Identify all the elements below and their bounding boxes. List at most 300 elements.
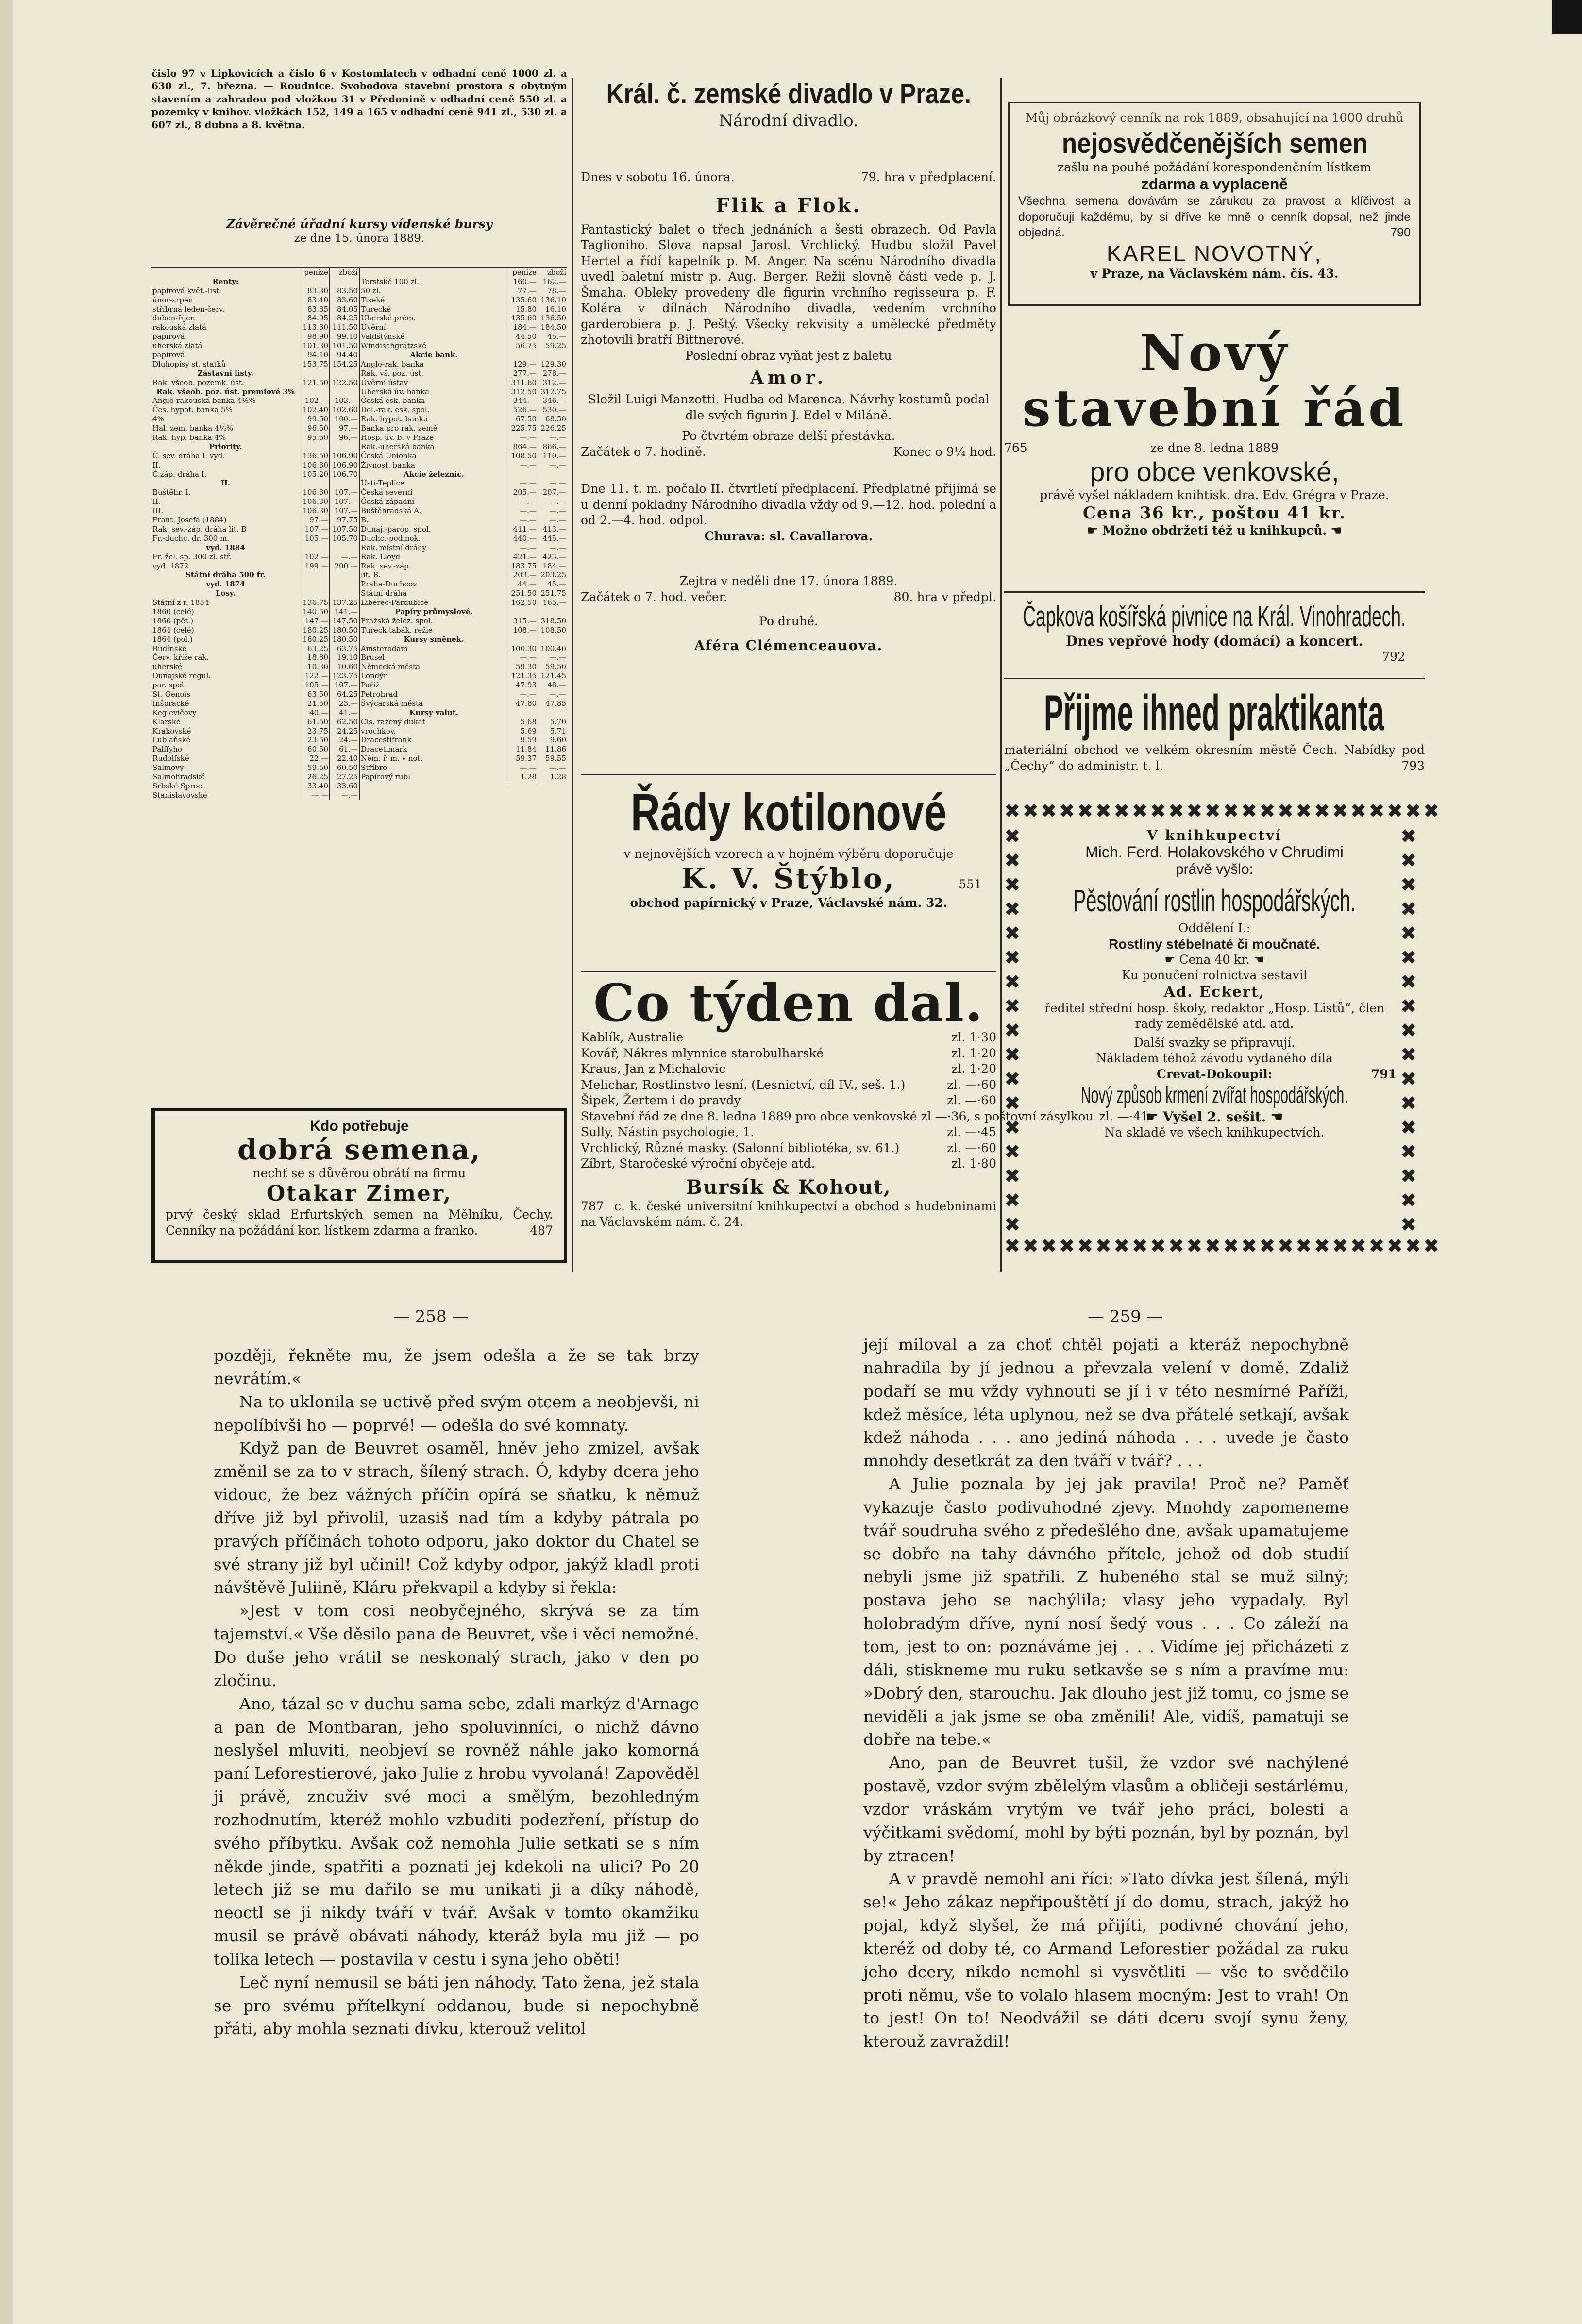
auction-notice bbox=[151, 67, 567, 131]
bourse-goods: 94.40 bbox=[330, 351, 359, 360]
bourse-row bbox=[151, 745, 359, 754]
bourse-goods: —.— bbox=[538, 690, 568, 699]
bourse-row bbox=[151, 424, 359, 433]
bourse-money: 121.35 bbox=[508, 671, 538, 681]
bourse-goods: —.— bbox=[330, 552, 359, 562]
ad-seeds-line2: dobrá semena, bbox=[237, 1133, 481, 1166]
bourse-label: 1864 (celé) bbox=[152, 625, 194, 635]
bourse-goods: 24.25 bbox=[330, 727, 359, 736]
bourse-money: 59.37 bbox=[508, 754, 538, 763]
bourse-label: Rak. hyp. banka 4% bbox=[152, 433, 226, 442]
bourse-money: 9.59 bbox=[508, 736, 538, 745]
hand-left-icon-2: ☛ bbox=[1164, 952, 1176, 967]
bourse-goods: 184.50 bbox=[538, 323, 568, 332]
theatre-amor-desc: Složil Luigi Manzotti. Hudba od Marenca. Návrhy kostumů podal dle svých figurin J. Edel v Miláně. bbox=[588, 392, 990, 422]
bourse-goods: 103.— bbox=[330, 396, 359, 405]
auction-text: čislo 97 v Lipkovicích a čislo 6 v Kostomlatech v odhadní ceně 1000 zl. a 630 zl., 7. března. — Roudnice. Svobodova stavební prostora s obytným stavením a zahradou pod vložkou 31 v Předonině v odhadní ceně 550 zl. a pozemky v knihov. vložkách 152, 149 a 165 v odhadní ceně 941 zl., 530 zl. a 607 zl., 8 dubna a 8. května. bbox=[151, 67, 567, 131]
theatre-sub: Národní divadlo. bbox=[719, 111, 858, 131]
bourse-label: stříbrná leden-červ. bbox=[152, 304, 225, 314]
bourse-money: —.— bbox=[508, 461, 538, 470]
bourse-goods: 200.— bbox=[330, 562, 359, 571]
book-title: Kraus, Jan z Michalovic bbox=[581, 1062, 726, 1076]
bourse-goods: 107.— bbox=[330, 497, 359, 506]
bourse-row bbox=[151, 396, 359, 405]
bourse-left-table bbox=[151, 268, 359, 800]
ad-stavebni-rad bbox=[1004, 325, 1425, 587]
theatre-tomorrow: Zejtra v neděli dne 17. února 1889. bbox=[679, 574, 898, 588]
ad-novotny-title: nejosvědčenějších semen bbox=[1061, 127, 1368, 159]
bourse-label: vyd. 1872 bbox=[152, 561, 189, 570]
bourse-row bbox=[151, 763, 359, 772]
bourse-row bbox=[151, 525, 359, 534]
bourse-row bbox=[360, 424, 567, 433]
bourse-goods: 154.25 bbox=[330, 360, 359, 369]
book-price: zl. —·45 bbox=[947, 1125, 996, 1139]
theatre-notice: Dne 11. t. m. počalo II. čtvrtletí předplacení. Předplatné přijímá se u denní pokladny Národního divadla vždy od 9.—12. hod. polední a od 2.—4. hod. odpol. bbox=[581, 482, 996, 527]
bourse-right-col bbox=[359, 268, 567, 800]
bourse-label: Rak.-uherská banka bbox=[361, 442, 435, 451]
ad-seeds-firm: Otakar Zimer, bbox=[266, 1181, 453, 1206]
bourse-row bbox=[360, 323, 567, 332]
story-paragraph: Leč nyní nemusil se báti jen náhody. Tato žena, jež stala se pro svému přítelkyní oddanou, bude si nepochybně přáti, aby mohla seznati dívku, kterouž velitol bbox=[214, 1973, 699, 2039]
ad-kotilon-code: 551 bbox=[959, 877, 982, 891]
bourse-label: Dluhopisy st. statků bbox=[152, 359, 226, 368]
bourse-label: 4% bbox=[152, 415, 164, 424]
bourse-money: 121.50 bbox=[300, 378, 330, 387]
theatre-cast: Churava: sl. Cavallarova. bbox=[704, 529, 873, 543]
ad-rad-code: 765 bbox=[1004, 440, 1027, 455]
bourse-money bbox=[508, 351, 538, 360]
bourse-label: Dracetimark bbox=[361, 745, 407, 754]
bourse-row bbox=[151, 516, 359, 525]
bourse-table bbox=[151, 267, 567, 1084]
bourse-label: Rak. sev.-záp. dráha lit. B bbox=[152, 524, 247, 534]
bourse-goods bbox=[538, 470, 568, 479]
bourse-label: Úvěrní bbox=[361, 323, 386, 332]
bourse-row bbox=[360, 332, 567, 341]
bourse-money: 106.30 bbox=[300, 488, 330, 497]
bourse-money: 225.75 bbox=[508, 424, 538, 433]
bourse-row bbox=[151, 791, 359, 800]
bourse-goods bbox=[330, 387, 359, 397]
bourse-money: 47.80 bbox=[508, 699, 538, 708]
bourse-row bbox=[360, 415, 567, 424]
book-price: zl. —·60 bbox=[947, 1077, 996, 1092]
bourse-money: —.— bbox=[508, 497, 538, 506]
story-paragraph: Na to uklonila se uctivě před svým otcem a neobjevši, ni nepolíbivši ho — poprvé! — odešla do své komnaty. bbox=[214, 1392, 699, 1435]
theatre-desc: Fantastický balet o třech jednáních a šesti obrazech. Od Pavla Taglioniho. Slova napsal Jarosl. Vrchlický. Hudbu složil Pavel Hertel a řídí kapelník p. M. Anger. Na scénu Národního divadla uvedl baletní mistr p. Aug. Berger. Režii slovně části vede p. J. Šmaha. Obleky provedeny dle figurin vrchního regisseura p. F. Kolára v dílnách Národního divadla, vedením vrchního garderobiera p. J. Peštý. Všecky rekvisity a umělecké předměty zhotovili bratří Bittnerové. bbox=[581, 222, 996, 347]
column-rule-2 bbox=[1000, 78, 1002, 1272]
bourse-money bbox=[300, 369, 330, 378]
bourse-label: Fr. žel. sp. 300 zl. stř. bbox=[152, 552, 232, 561]
bourse-money: 100.30 bbox=[508, 644, 538, 653]
bourse-money: 135.60 bbox=[508, 296, 538, 305]
bourse-label: Losy. bbox=[215, 589, 236, 598]
bourse-label: Lublaňské bbox=[152, 736, 191, 745]
bourse-row bbox=[151, 708, 359, 718]
bourse-goods: 312.— bbox=[538, 378, 568, 387]
bourse-goods: 413.— bbox=[538, 525, 568, 534]
bourse-row bbox=[360, 405, 567, 415]
bourse-goods bbox=[330, 479, 359, 488]
bourse-row bbox=[360, 708, 567, 718]
bourse-money: 1.28 bbox=[508, 772, 538, 782]
bourse-label: Ústi-Teplice bbox=[361, 479, 404, 488]
bourse-label: Něm. ř. m. v not. bbox=[361, 754, 423, 763]
ad-novotny-l1: zašlu na pouhé požádání korespondenčním lístkem bbox=[1057, 160, 1372, 174]
ad-hol-l1: V knihkupectví bbox=[1146, 827, 1282, 843]
bourse-label: Zástavní listy. bbox=[197, 368, 254, 378]
bourse-goods: 203.25 bbox=[538, 570, 568, 580]
bourse-label: Rak. sev.-záp. bbox=[361, 561, 411, 570]
bourse-money: 5.69 bbox=[508, 727, 538, 736]
bourse-row bbox=[151, 451, 359, 461]
bourse-goods: 423.— bbox=[538, 552, 568, 562]
hand-left-icon-3: ☛ bbox=[1145, 1109, 1159, 1125]
bourse-label: uherská zlatá bbox=[152, 341, 202, 351]
bourse-goods: 59.25 bbox=[538, 341, 568, 351]
bourse-label: Česká severní bbox=[361, 488, 413, 497]
bourse-goods: 64.25 bbox=[330, 690, 359, 699]
bourse-money: 97.— bbox=[300, 516, 330, 525]
book-price: zl. —·41 bbox=[1099, 1109, 1149, 1123]
ad-praktikant-title: Přijme ihned praktikanta bbox=[1043, 685, 1384, 741]
bourse-row bbox=[360, 754, 567, 763]
ad-novotny-l3: Všechna semena dovávám se zárukou za pravost a klíčivost a doporučuji každému, by si dříve ke mně o cenník dopsal, než jinde objedná. bbox=[1018, 194, 1411, 239]
bourse-row bbox=[151, 644, 359, 653]
bourse-goods: 106.70 bbox=[330, 470, 359, 479]
bourse-goods: 106.90 bbox=[330, 451, 359, 461]
bourse-goods: 123.75 bbox=[330, 671, 359, 681]
bourse-money: 315.— bbox=[508, 617, 538, 626]
bourse-label: Č. sev. dráha I. vyd. bbox=[152, 451, 225, 460]
bourse-goods: 445.— bbox=[538, 534, 568, 543]
theatre-play: Flik a Flok. bbox=[715, 194, 862, 217]
bourse-right-table bbox=[360, 268, 567, 782]
bourse-goods: —.— bbox=[538, 497, 568, 506]
col-goods-2: zboží bbox=[538, 268, 568, 277]
bourse-row bbox=[360, 580, 567, 589]
theatre-play2: Aféra Clémenceauova. bbox=[694, 637, 883, 653]
bourse-goods: 45.— bbox=[538, 332, 568, 341]
bourse-label: Uherské prém. bbox=[361, 314, 416, 323]
bourse-money: 95.50 bbox=[300, 433, 330, 442]
bourse-goods: 19.10 bbox=[330, 653, 359, 662]
bourse-money: —.— bbox=[508, 653, 538, 662]
ornament-border-bottom: ✖✖✖✖✖✖✖✖✖✖✖✖✖✖✖✖✖✖✖✖✖✖✖✖ bbox=[1004, 1235, 1442, 1257]
ad-novotny-l2: zdarma a vyplaceně bbox=[1141, 175, 1288, 193]
bourse-label: Srbské Sproc. bbox=[152, 781, 204, 790]
bourse-label: papírová bbox=[152, 332, 185, 341]
bourse-row bbox=[151, 754, 359, 763]
ad-seeds-line3: nechť se s důvěrou obrátí na firmu bbox=[252, 1166, 466, 1180]
hand-right-icon-2: ☚ bbox=[1253, 952, 1264, 967]
bourse-label: Salmohradské bbox=[152, 772, 205, 781]
bourse-money: 105.— bbox=[300, 681, 330, 690]
bourse-money: 10.30 bbox=[300, 662, 330, 671]
bourse-money: 106.30 bbox=[300, 506, 330, 516]
bourse-goods: 312.75 bbox=[538, 387, 568, 397]
bourse-money: 180.25 bbox=[300, 626, 330, 635]
bourse-label: Cís. ražený dukát bbox=[361, 717, 425, 726]
ad-seeds-line1: Kdo potřebuje bbox=[310, 1118, 409, 1134]
bourse-title: Závěrečné úřadní kursy vídenské bursy bbox=[226, 217, 493, 231]
ad-hol-v2: Vyšel 2. sešit. bbox=[1162, 1109, 1266, 1125]
bourse-label: papírová květ.-list. bbox=[152, 286, 221, 295]
bourse-row bbox=[151, 690, 359, 699]
bourse-money bbox=[300, 580, 330, 589]
ad-hol-author: Ad. Eckert, bbox=[1163, 983, 1265, 1001]
bourse-goods bbox=[330, 570, 359, 580]
bourse-row bbox=[151, 562, 359, 571]
bourse-row bbox=[151, 662, 359, 671]
bourse-goods: 48.— bbox=[538, 681, 568, 690]
bourse-label: Státní dráha bbox=[361, 589, 407, 598]
page-spine bbox=[0, 0, 13, 2324]
bourse-label: únor-srpen bbox=[152, 295, 193, 304]
bourse-goods: 9.60 bbox=[538, 736, 568, 745]
bourse-money: 136.50 bbox=[300, 451, 330, 461]
bourse-label: Dunaj.-parop. spol. bbox=[361, 524, 431, 534]
bourse-money: 67.50 bbox=[508, 415, 538, 424]
bourse-label: Priority. bbox=[209, 442, 242, 451]
bourse-goods: 78.— bbox=[538, 286, 568, 296]
bourse-row bbox=[151, 497, 359, 506]
theatre-amor: Amor. bbox=[750, 368, 827, 388]
bourse-row bbox=[360, 736, 567, 745]
bourse-goods: 84.05 bbox=[330, 305, 359, 314]
bourse-row bbox=[360, 442, 567, 451]
bourse-row bbox=[151, 488, 359, 497]
bourse-label: Akcie železnic. bbox=[404, 469, 464, 479]
bourse-goods: 83.60 bbox=[330, 296, 359, 305]
bourse-goods: 97.75 bbox=[330, 516, 359, 525]
bourse-goods: 47.85 bbox=[538, 699, 568, 708]
bourse-label: Dol.-rak. esk. spol. bbox=[361, 405, 430, 415]
book-list-item bbox=[581, 1124, 996, 1140]
bourse-label: Brusel bbox=[361, 653, 385, 662]
bourse-row bbox=[151, 543, 359, 552]
bourse-label: Č.záp. dráha I. bbox=[152, 469, 207, 479]
bourse-goods: 278.— bbox=[538, 369, 568, 378]
bourse-goods bbox=[538, 635, 568, 644]
bourse-label: Rudolfské bbox=[152, 754, 189, 763]
bourse-label: Papírový rubl bbox=[361, 772, 410, 781]
bourse-money: —.— bbox=[508, 543, 538, 552]
bourse-goods: 101.50 bbox=[330, 341, 359, 351]
bourse-goods: 147.50 bbox=[330, 617, 359, 626]
bourse-label: Budínské bbox=[152, 644, 187, 653]
bourse-row bbox=[360, 772, 567, 782]
bourse-money: —.— bbox=[508, 479, 538, 488]
bourse-goods: —.— bbox=[538, 506, 568, 516]
bourse-money bbox=[508, 708, 538, 718]
bourse-row bbox=[151, 671, 359, 681]
bourse-money: 11.84 bbox=[508, 745, 538, 754]
bourse-goods: 41.— bbox=[330, 708, 359, 718]
bourse-goods bbox=[330, 442, 359, 451]
bourse-row bbox=[360, 653, 567, 662]
bourse-money: 113.30 bbox=[300, 323, 330, 332]
story-paragraph: A v pravdě nemohl ani říci: »Tato dívka jest šílená, mýli se!« Jeho zákaz nepřipouštětí jí do domu, strach, jakýž ho pojal, když slyšel, že má přijíti, podivné chování jeho, kteréž od doby té, co Armand Leforestier požádal za ruku jeho dcery, nikdo nemohl si vysvětliti — vše to svědčilo proti němu, vše to volalo hlasem mocným: Jest to vrah! On to jest! On to! Neodvážil se dáti dceru svojí synu ženy, kterouž zavraždil! bbox=[863, 1869, 1349, 2051]
bourse-money: 83.40 bbox=[300, 296, 330, 305]
bourse-row bbox=[360, 570, 567, 580]
bourse-row bbox=[360, 451, 567, 461]
bourse-row bbox=[360, 598, 567, 607]
bourse-money: 864.— bbox=[508, 442, 538, 451]
bourse-money: 107.— bbox=[300, 525, 330, 534]
column-rule-1 bbox=[572, 78, 573, 1272]
bourse-money: 15.80 bbox=[508, 305, 538, 314]
bourse-money: 153.75 bbox=[300, 360, 330, 369]
ad-kotilon-title: Řády kotilonové bbox=[630, 783, 947, 841]
book-list-item bbox=[581, 1093, 996, 1109]
book-list-item bbox=[581, 1140, 996, 1156]
bourse-goods: 100.40 bbox=[538, 644, 568, 653]
book-title: Sully, Nástin psychologie, 1. bbox=[581, 1125, 755, 1139]
bourse-money: 106.30 bbox=[300, 461, 330, 470]
book-list-item bbox=[581, 1109, 1149, 1125]
bourse-row bbox=[360, 360, 567, 369]
bourse-money: 160.— bbox=[508, 277, 538, 286]
bourse-row bbox=[151, 580, 359, 589]
bourse-label: B. bbox=[361, 516, 369, 525]
bourse-label: 1860 (celé) bbox=[152, 607, 194, 616]
bourse-row bbox=[360, 286, 567, 296]
bourse-label: Papíry průmyslové. bbox=[395, 607, 473, 616]
bourse-row bbox=[151, 534, 359, 543]
bourse-row bbox=[151, 772, 359, 782]
ad-rad-l3-row bbox=[1004, 523, 1425, 539]
bourse-goods: 141.— bbox=[330, 607, 359, 617]
hand-right-icon: ☚ bbox=[1330, 523, 1342, 537]
bourse-goods bbox=[330, 543, 359, 552]
bourse-money: 102.— bbox=[300, 552, 330, 562]
bourse-money: 94.10 bbox=[300, 351, 330, 360]
bourse-row bbox=[151, 570, 359, 580]
bourse-label: duben-říjen bbox=[152, 314, 195, 323]
ad-kotilon-line: v nejnovějších vzorech a v hojném výběru doporučuje bbox=[623, 847, 954, 861]
book-list-addr: c. k. české universitní knihkupectví a obchod s hudebninami na Václavském nám. č. 24. bbox=[581, 1199, 996, 1229]
bourse-money: 98.90 bbox=[300, 332, 330, 341]
ad-novotny-intro: Můj obrázkový cenník na rok 1889, obsahující na 1000 druhů bbox=[1025, 111, 1404, 125]
bourse-money: 22.— bbox=[300, 754, 330, 763]
bourse-row bbox=[360, 341, 567, 351]
book-price: zl. —·60 bbox=[947, 1093, 996, 1108]
ad-praktikant bbox=[1004, 685, 1425, 791]
bourse-label: Rak. místní dráhy bbox=[361, 543, 427, 552]
bourse-row bbox=[360, 314, 567, 323]
bourse-label: Buštěhradská A. bbox=[361, 506, 421, 516]
story-left-column bbox=[214, 1344, 699, 2072]
ad-hol-for: Ku ponučení rolnictva sestavil bbox=[1122, 968, 1307, 982]
bourse-goods: 23.— bbox=[330, 699, 359, 708]
bourse-row bbox=[360, 635, 567, 644]
bourse-money: 96.50 bbox=[300, 424, 330, 433]
bourse-row bbox=[360, 745, 567, 754]
bourse-money: —.— bbox=[508, 516, 538, 525]
bourse-money bbox=[300, 277, 330, 286]
ad-hol-avail: Na skladě ve všech knihkupectvích. bbox=[1104, 1125, 1325, 1139]
book-list-code: 787 bbox=[581, 1199, 604, 1213]
bourse-label: uherské bbox=[152, 662, 183, 671]
bourse-goods bbox=[330, 580, 359, 589]
bourse-goods: 5.71 bbox=[538, 727, 568, 736]
bourse-money: 526.— bbox=[508, 405, 538, 415]
bourse-goods: —.— bbox=[538, 653, 568, 662]
bourse-row bbox=[151, 277, 359, 286]
bourse-row bbox=[360, 662, 567, 671]
bourse-money: 60.50 bbox=[300, 745, 330, 754]
bourse-label: Úvěrní ústav bbox=[361, 378, 408, 387]
bourse-money bbox=[300, 442, 330, 451]
book-title: Zíbrt, Staročeské výroční obyčeje atd. bbox=[581, 1156, 815, 1171]
ad-praktikant-code: 793 bbox=[1401, 758, 1425, 773]
col-money: peníze bbox=[300, 268, 330, 277]
bourse-goods: 60.50 bbox=[330, 763, 359, 772]
bourse-label: Státní dráha 500 fr. bbox=[185, 570, 266, 580]
bourse-money: 26.25 bbox=[300, 772, 330, 782]
bourse-goods: 184.— bbox=[538, 562, 568, 571]
bourse-money: 136.75 bbox=[300, 598, 330, 607]
ornament-border-right: ✖ ✖ ✖ ✖ ✖ ✖ ✖ ✖ ✖ ✖ ✖ ✖ ✖ ✖ ✖ ✖ ✖ bbox=[1400, 825, 1419, 1236]
bourse-goods: —.— bbox=[538, 516, 568, 525]
page-number-right: — 259 — bbox=[1088, 1307, 1163, 1326]
bourse-money: 180.25 bbox=[300, 635, 330, 644]
bourse-goods: 107.— bbox=[330, 506, 359, 516]
bourse-goods: —.— bbox=[538, 763, 568, 772]
book-title: Melichar, Rostlinstvo lesní. (Lesnictví, díl IV., seš. 1.) bbox=[581, 1077, 906, 1092]
bourse-money: 77.— bbox=[508, 286, 538, 296]
ad-hol-cr: Crevat-Dokoupil: bbox=[1157, 1067, 1272, 1081]
bourse-row bbox=[151, 442, 359, 451]
bourse-money: 56.75 bbox=[508, 341, 538, 351]
bourse-money: —.— bbox=[508, 763, 538, 772]
bourse-label: Duchc.-podmok. bbox=[361, 534, 421, 543]
ad-rad-sub: pro obce venkovské, bbox=[1090, 456, 1339, 487]
bourse-label: Paříž bbox=[361, 681, 380, 690]
ad-hol-l3: právě vyšlo: bbox=[1175, 861, 1254, 877]
bourse-row bbox=[360, 699, 567, 708]
bourse-goods: 24.— bbox=[330, 736, 359, 745]
bourse-goods: 45.— bbox=[538, 580, 568, 589]
bourse-money: 5.68 bbox=[508, 718, 538, 727]
ad-hol-price-row bbox=[1032, 952, 1397, 968]
bourse-goods: 96.— bbox=[330, 433, 359, 442]
bourse-label: Česká západní bbox=[361, 497, 415, 506]
bourse-goods: 530.— bbox=[538, 405, 568, 415]
bourse-goods: 33.60 bbox=[330, 782, 359, 791]
bourse-label: Hal. zem. banka 4½% bbox=[152, 424, 234, 433]
bourse-row bbox=[151, 405, 359, 415]
book-list-items bbox=[581, 1030, 1149, 1172]
bourse-label: Anglo-rakouská banka 4½% bbox=[152, 396, 256, 405]
bourse-goods: 102.60 bbox=[330, 405, 359, 415]
bourse-label: Živnost. banka bbox=[361, 460, 415, 469]
bourse-money: 106.30 bbox=[300, 497, 330, 506]
bourse-row bbox=[360, 516, 567, 525]
ad-hol-l2: Mich. Ferd. Holakovského v Chrudimi bbox=[1085, 843, 1344, 861]
bourse-row bbox=[151, 351, 359, 360]
theatre-title: Král. č. zemské divadlo v Praze. bbox=[606, 78, 971, 110]
bourse-row bbox=[360, 470, 567, 479]
bourse-label: Pražská želez. spol. bbox=[361, 616, 433, 625]
bourse-money: 23.50 bbox=[300, 736, 330, 745]
bourse-money bbox=[300, 387, 330, 397]
bourse-label: Valdštýnské bbox=[361, 332, 405, 341]
bourse-money: 83.30 bbox=[300, 286, 330, 296]
bourse-label: Liberec-Pardubice bbox=[361, 598, 429, 607]
